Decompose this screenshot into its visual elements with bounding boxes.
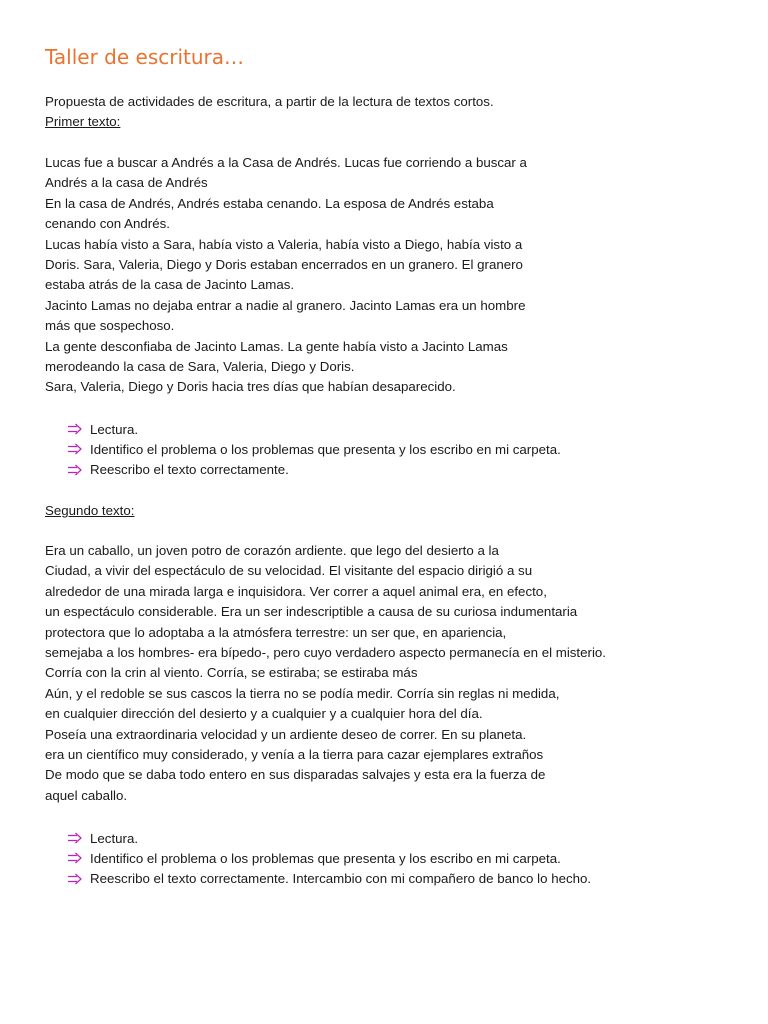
- arrow-bullet-icon: [67, 872, 90, 886]
- segundo-text-line: Corría con la crin al viento. Corría, se estiraba; se estiraba más: [45, 665, 418, 681]
- primer-text-line: La gente desconfiaba de Jacinto Lamas. La gente había visto a Jacinto Lamas: [45, 338, 508, 354]
- list-item: [67, 419, 561, 439]
- segundo-activities-list: [67, 828, 591, 889]
- arrow-bullet-icon: [67, 422, 90, 436]
- segundo-text-line: Poseía una extraordinaria velocidad y un ardiente deseo de correr. En su planeta.: [45, 726, 527, 742]
- segundo-text-line: un espectáculo considerable. Era un ser indescriptible a causa de su curiosa indumentaria: [45, 604, 578, 620]
- primer-text-line: Jacinto Lamas no dejaba entrar a nadie al granero. Jacinto Lamas era un hombre: [45, 297, 526, 313]
- primer-heading: Primer texto:: [45, 114, 121, 130]
- segundo-text-line: Aún, y el redoble se sus cascos la tierra no se podía medir. Corría sin reglas ni medida,: [45, 685, 560, 701]
- segundo-text-line: protectora que lo adoptaba a la atmósfera terrestre: un ser que, en apariencia,: [45, 624, 507, 640]
- primer-text-line: Lucas fue a buscar a Andrés a la Casa de Andrés. Lucas fue corriendo a buscar a: [45, 155, 527, 170]
- list-item-text: Lectura.: [90, 421, 139, 437]
- segundo-text-line: Era un caballo, un joven potro de corazón ardiente. que lego del desierto a la: [45, 543, 499, 558]
- primer-text-line: En la casa de Andrés, Andrés estaba cenando. La esposa de Andrés estaba: [45, 195, 494, 211]
- segundo-text-line: alrededor de una mirada larga e inquisidora. Ver correr a aquel animal era, en efecto,: [45, 583, 547, 599]
- primer-text-line: Doris. Sara, Valeria, Diego y Doris estaban encerrados en un granero. El granero: [45, 256, 523, 272]
- primer-text-line: cenando con Andrés.: [45, 216, 170, 232]
- segundo-text-line: en cualquier dirección del desierto y a cualquier y a cualquier hora del día.: [45, 706, 483, 722]
- intro-text: Propuesta de actividades de escritura, a partir de la lectura de textos cortos.: [45, 94, 494, 109]
- list-item-text: Reescribo el texto correctamente.: [90, 462, 289, 478]
- primer-text-line: Sara, Valeria, Diego y Doris hacia tres días que habían desaparecido.: [45, 379, 456, 395]
- arrow-bullet-icon: [67, 831, 90, 845]
- primer-text-line: estaba atrás de la casa de Jacinto Lamas.: [45, 277, 295, 293]
- list-item: [67, 460, 561, 480]
- primer-activities-list: [67, 419, 561, 480]
- list-item: [67, 848, 591, 868]
- list-item-text: Identifico el problema o los problemas que presenta y los escribo en mi carpeta.: [90, 850, 561, 866]
- segundo-texto-body: [45, 541, 606, 806]
- list-item-text: Lectura.: [90, 830, 139, 846]
- segundo-text-line: Ciudad, a vivir del espectáculo de su velocidad. El visitante del espacio dirigió a su: [45, 563, 533, 579]
- list-item: [67, 439, 561, 459]
- segundo-text-line: De modo que se daba todo entero en sus disparadas salvajes y esta era la fuerza de: [45, 767, 546, 783]
- list-item: [67, 828, 591, 848]
- segundo-text-line: semejaba a los hombres- era bípedo-, pero cuyo verdadero aspecto permanecía en el misterio.: [45, 644, 606, 660]
- primer-texto-body: [45, 153, 527, 398]
- segundo-heading-block: [45, 501, 134, 521]
- primer-text-line: Andrés a la casa de Andrés: [45, 175, 208, 191]
- list-item-text: Identifico el problema o los problemas que presenta y los escribo en mi carpeta.: [90, 441, 561, 457]
- list-item: [67, 869, 591, 889]
- segundo-heading: Segundo texto:: [45, 503, 135, 518]
- primer-text-line: Lucas había visto a Sara, había visto a Valeria, había visto a Diego, había visto a: [45, 236, 523, 252]
- arrow-bullet-icon: [67, 442, 90, 456]
- arrow-bullet-icon: [67, 851, 90, 865]
- segundo-text-line: aquel caballo.: [45, 787, 128, 803]
- primer-text-line: más que sospechoso.: [45, 318, 175, 334]
- page-title: Taller de escritura…: [45, 45, 245, 69]
- list-item-text: Reescribo el texto correctamente. Intercambio con mi compañero de banco lo hecho.: [90, 871, 592, 887]
- segundo-text-line: era un científico muy considerado, y venía a la tierra para cazar ejemplares extraños: [45, 746, 544, 762]
- intro-block: [45, 92, 494, 133]
- arrow-bullet-icon: [67, 463, 90, 477]
- primer-text-line: merodeando la casa de Sara, Valeria, Diego y Doris.: [45, 358, 355, 374]
